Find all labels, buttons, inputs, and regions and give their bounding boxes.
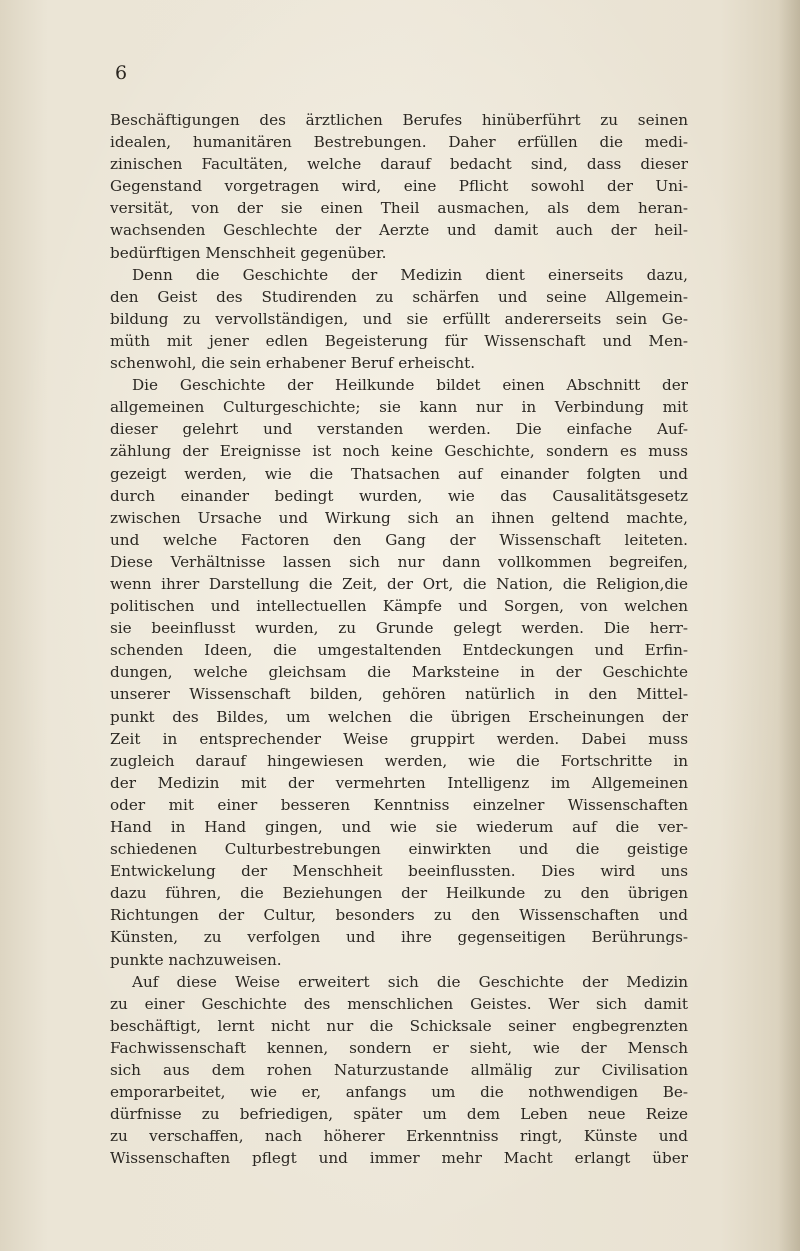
text-line: zinischen Facultäten, welche darauf bedacht sind, dass dieser [110, 155, 688, 174]
text-line: wachsenden Geschlechte der Aerzte und damit auch der heil- [110, 221, 688, 240]
text-line: schenwohl, die sein erhabener Beruf erheischt. [110, 354, 476, 373]
text-line: Fachwissenschaft kennen, sondern er sieht, wie der Mensch [110, 1038, 688, 1057]
text-line: wenn ihrer Darstellung die Zeit, der Ort, die Nation, die Religion,die [110, 574, 688, 593]
text-line: Entwickelung der Menschheit beeinflussten. Dies wird uns [110, 862, 688, 881]
text-line: emporarbeitet, wie er, anfangs um die nothwendigen Be- [110, 1083, 688, 1102]
text-line: punkte nachzuweisen. [110, 950, 282, 969]
text-line: beschäftigt, lernt nicht nur die Schicksale seiner engbegrenzten [110, 1016, 688, 1035]
text-line: bildung zu vervollständigen, und sie erfüllt andererseits sein Ge- [110, 309, 688, 328]
text-line: gezeigt werden, wie die Thatsachen auf einander folgten und [110, 464, 688, 483]
text-line: allgemeinen Culturgeschichte; sie kann nur in Verbindung mit [110, 398, 688, 417]
text-line: idealen, humanitären Bestrebungen. Daher erfüllen die medi- [110, 133, 688, 152]
body-text [110, 109, 688, 1170]
text-line: Beschäftigungen des ärztlichen Berufes hinüberführt zu seinen [110, 111, 688, 129]
text-line: dazu führen, die Beziehungen der Heilkunde zu den übrigen [110, 884, 688, 903]
text-line: Gegenstand vorgetragen wird, eine Pflicht sowohl der Uni- [110, 177, 688, 196]
text-line: punkt des Bildes, um welchen die übrigen Erscheinungen der [110, 707, 688, 726]
text-line: zählung der Ereignisse ist noch keine Geschichte, sondern es muss [110, 442, 688, 461]
text-line: zu einer Geschichte des menschlichen Geistes. Wer sich damit [110, 994, 688, 1013]
text-line: und welche Factoren den Gang der Wissenschaft leiteten. [110, 530, 688, 549]
text-line: unserer Wissenschaft bilden, gehören natürlich in den Mittel- [110, 685, 688, 704]
text-line: versität, von der sie einen Theil ausmachen, als dem heran- [110, 199, 688, 218]
text-line: oder mit einer besseren Kenntniss einzelner Wissenschaften [110, 795, 688, 814]
text-line: Künsten, zu verfolgen und ihre gegenseitigen Berührungs- [110, 928, 688, 947]
text-line: dieser gelehrt und verstanden werden. Die einfache Auf- [110, 420, 688, 439]
text-line: Denn die Geschichte der Medizin dient einerseits dazu, [132, 265, 688, 284]
text-line: Diese Verhältnisse lassen sich nur dann vollkommen begreifen, [110, 552, 688, 571]
text-line: Auf diese Weise erweitert sich die Geschichte der Medizin [132, 972, 688, 991]
text-line: sie beeinflusst wurden, zu Grunde gelegt werden. Die herr- [110, 619, 688, 638]
text-line: politischen und intellectuellen Kämpfe und Sorgen, von welchen [110, 597, 688, 616]
page-number: 6 [115, 62, 128, 84]
text-line: dürfnisse zu befriedigen, später um dem Leben neue Reize [110, 1105, 688, 1124]
text-line: sich aus dem rohen Naturzustande allmälig zur Civilisation [110, 1061, 688, 1080]
text-line: der Medizin mit der vermehrten Intelligenz im Allgemeinen [110, 773, 688, 792]
text-line: bedürftigen Menschheit gegenüber. [110, 243, 387, 262]
text-line: Wissenschaften pflegt und immer mehr Macht erlangt über [110, 1149, 688, 1168]
text-line: zugleich darauf hingewiesen werden, wie die Fortschritte in [110, 751, 688, 770]
text-line: den Geist des Studirenden zu schärfen und seine Allgemein- [110, 287, 688, 306]
text-line: schenden Ideen, die umgestaltenden Entdeckungen und Erfin- [110, 641, 688, 660]
text-line: zu verschaffen, nach höherer Erkenntniss ringt, Künste und [110, 1127, 688, 1146]
text-line: Die Geschichte der Heilkunde bildet einen Abschnitt der [132, 376, 688, 395]
text-line: müth mit jener edlen Begeisterung für Wissenschaft und Men- [110, 331, 688, 350]
text-line: schiedenen Culturbestrebungen einwirkten und die geistige [110, 840, 688, 859]
text-line: Hand in Hand gingen, und wie sie wiederum auf die ver- [110, 818, 688, 836]
text-line: durch einander bedingt wurden, wie das Causalitätsgesetz [110, 486, 688, 505]
text-line: dungen, welche gleichsam die Marksteine in der Geschichte [110, 663, 688, 682]
text-line: Richtungen der Cultur, besonders zu den Wissenschaften und [110, 906, 688, 925]
text-line: zwischen Ursache und Wirkung sich an ihnen geltend machte, [110, 508, 688, 527]
text-line: Zeit in entsprechender Weise gruppirt werden. Dabei muss [110, 729, 688, 748]
